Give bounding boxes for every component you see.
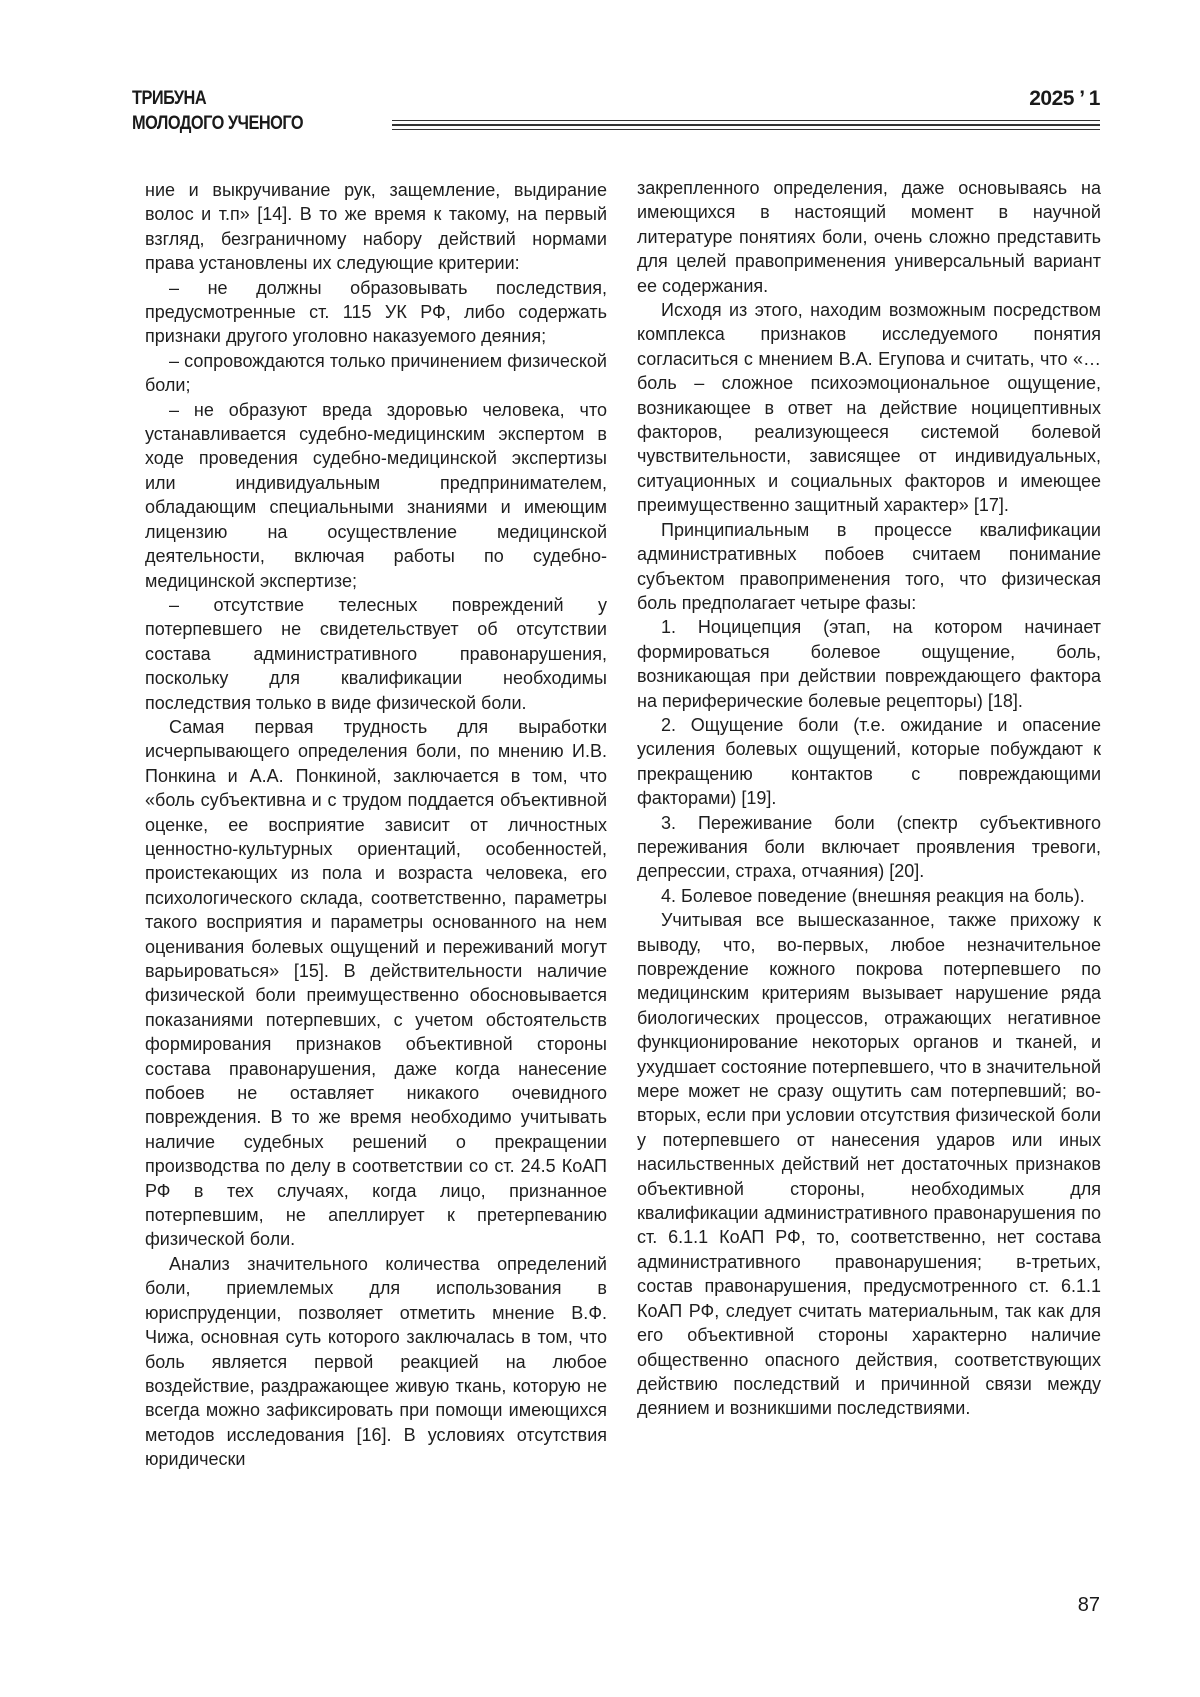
paragraph: Самая первая трудность для выработки исчерпывающего определения боли, по мнению И.В. Понкина и А.А. Понкиной, заключается в том, что «боль субъективна и с трудом поддается объективной оценке, ее восприятие зависит от личностных ценностно-культурных ориентаций, особенностей, проистекающих из пола и возраста человека, его психологического склада, соответственно, параметры такого восприятия и параметры основанного на нем оценивания болевых ощущений и переживаний могут варьироваться» [15]. В действительности наличие физической боли преимущественно обосновывается показаниями потерпевших, с учетом обстоятельств формирования признаков объективной стороны состава правонарушения, даже когда нанесение побоев не оставляет никакого очевидного повреждения. В то же время необходимо учитывать наличие судебных решений о прекращении производства по делу в соответствии со ст. 24.5 КоАП РФ в тех случаях, когда лицо, признанное потерпевшим, не апеллирует к претерпеванию физической боли. <box>145 716 607 1250</box>
issue-number: 2025 ’ 1 <box>1029 87 1100 110</box>
list-item: 2. Ощущение боли (т.е. ожидание и опасение усиления болевых ощущений, которые побуждают к прекращению контактов с повреждающими факторами) [19]. <box>637 714 1101 809</box>
list-item: – не должны образовывать последствия, предусмотренные ст. 115 УК РФ, либо содержать признаки другого уголовно наказуемого деяния; <box>145 277 607 347</box>
list-item: – отсутствие телесных повреждений у потерпевшего не свидетельствует об отсутствии состава административного правонарушения, поскольку для квалификации необходимы последствия только в виде физической боли. <box>145 594 607 713</box>
right-column <box>637 176 1101 1421</box>
header-rule <box>392 120 1100 121</box>
header-rule <box>392 129 1100 130</box>
list-item: 1. Ноцицепция (этап, на котором начинает формироваться болевое ощущение, боль, возникающая при действии повреждающего фактора на периферические болевые рецепторы) [18]. <box>637 617 1101 711</box>
paragraph: Исходя из этого, находим возможным посредством комплекса признаков исследуемого понятия согласиться с мнением В.А. Егупова и считать, что «…боль – сложное психоэмоциональное ощущение, возникающее в ответ на действие ноцицептивных факторов, реализующееся системой болевой чувствительности, зависящее от индивидуальных, ситуационных и социальных факторов и имеющее преимущественно защитный характер» [17]. <box>637 300 1101 516</box>
list-item: – сопровождаются только причинением физической боли; <box>145 350 607 396</box>
paragraph: закрепленного определения, даже основываясь на имеющихся в настоящий момент в научной литературе понятиях боли, очень сложно представить для целей правоприменения универсальный вариант ее содержания. <box>637 178 1101 296</box>
header-rule <box>392 124 1100 126</box>
list-item: – не образуют вреда здоровью человека, что устанавливается судебно-медицинским экспертом в ходе проведения судебно-медицинской экспертизы или индивидуальным предпринимателем, обладающим специальными знаниями и имеющим лицензию на осуществление медицинской деятельности, включая работы по судебно-медицинской экспертизе; <box>145 399 607 591</box>
list-item: 3. Переживание боли (спектр субъективного переживания боли включает проявления тревоги, депрессии, страха, отчаяния) [20]. <box>637 812 1101 882</box>
list-item: 4. Болевое поведение (внешняя реакция на боль). <box>661 885 1085 906</box>
page-header <box>132 86 1100 142</box>
paragraph: Анализ значительного количества определений боли, приемлемых для использования в юриспруденции, позволяет отметить мнение В.Ф. Чижа, основная суть которого заключалась в том, что боль является первой реакцией на любое воздействие, раздражающее живую ткань, которую не всегда можно зафиксировать при помощи имеющихся методов исследования [16]. В условиях отсутствия юридически <box>145 1253 607 1470</box>
journal-title-line1: ТРИБУНА <box>132 88 207 109</box>
left-column <box>145 178 607 1472</box>
page-number: 87 <box>1077 1594 1100 1616</box>
paragraph: Учитывая все вышесказанное, также прихожу к выводу, что, во-первых, любое незначительное повреждение кожного покрова потерпевшего по медицинским критериям вызывает нарушение ряда биологических процессов, отражающих негативное функционирование некоторых органов и тканей, и ухудшает состояние потерпевшего, что в значительной мере может не сразу ощутить сам потерпевший; во-вторых, если при условии отсутствия физической боли у потерпевшего от нанесения ударов или иных насильственных действий нет достаточных признаков объективной стороны, необходимых для квалификации административного правонарушения по ст. 6.1.1 КоАП РФ, то, соответственно, нет состава административного правонарушения; в-третьих, состав правонарушения, предусмотренного ст. 6.1.1 КоАП РФ, следует считать материальным, так как для его объективной стороны характерно наличие общественно опасного действия, соответствующих действию последствий и причинной связи между деянием и возникшими последствиями. <box>637 910 1101 1419</box>
journal-title <box>132 86 303 136</box>
paragraph: ние и выкручивание рук, защемление, выдирание волос и т.п» [14]. В то же время к такому, на первый взгляд, безграничному набору действий нормами права установлены их следующие критерии: <box>145 180 607 274</box>
journal-title-line2: МОЛОДОГО УЧЕНОГО <box>132 113 304 134</box>
paragraph: Принципиальным в процессе квалификации административных побоев считаем понимание субъектом правоприменения того, что физическая боль предполагает четыре фазы: <box>637 519 1101 613</box>
